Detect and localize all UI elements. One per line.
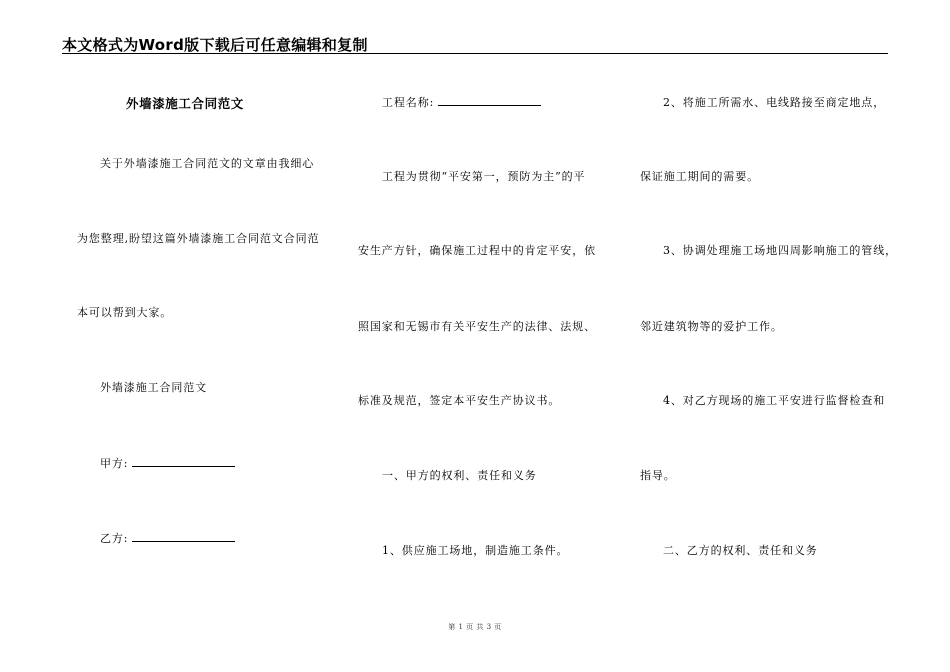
paragraph-line: 1、供应施工场地，制造施工条件。 bbox=[382, 544, 569, 557]
section-heading: 二、乙方的权利、责任和义务 bbox=[663, 544, 818, 557]
banner-divider bbox=[62, 53, 888, 54]
document-banner: 本文格式为Word版下载后可任意编辑和复制 bbox=[62, 36, 368, 54]
party-b-field bbox=[100, 530, 235, 546]
paragraph-line: 邻近建筑物等的爱护工作。 bbox=[640, 320, 783, 333]
section-heading: 外墙漆施工合同范文 bbox=[100, 381, 208, 394]
paragraph-line: 工程为贯彻“平安第一，预防为主”的平 bbox=[382, 170, 586, 183]
party-b-label: 乙方: bbox=[100, 532, 129, 545]
paragraph-line: 为您整理,盼望这篇外墙漆施工合同范文合同范 bbox=[77, 232, 320, 245]
party-a-field bbox=[100, 455, 235, 471]
party-b-blank bbox=[132, 540, 235, 542]
paragraph-line: 3、协调处理施工场地四周影响施工的管线， bbox=[663, 244, 897, 257]
document-title: 外墙漆施工合同范文 bbox=[126, 96, 244, 111]
page-number: 第 1 页 共 3 页 bbox=[448, 623, 502, 631]
paragraph-line: 照国家和无锡市有关平安生产的法律、法规、 bbox=[358, 320, 596, 333]
section-heading: 一、甲方的权利、责任和义务 bbox=[382, 469, 537, 482]
paragraph-line: 标准及规范，签定本平安生产协议书。 bbox=[358, 394, 561, 407]
project-name-field bbox=[382, 94, 541, 110]
party-a-blank bbox=[132, 465, 235, 467]
paragraph-line: 4、对乙方现场的施工平安进行监督检查和 bbox=[663, 394, 886, 407]
project-name-label: 工程名称: bbox=[382, 96, 435, 109]
paragraph-line: 保证施工期间的需要。 bbox=[640, 170, 759, 183]
paragraph-line: 关于外墙漆施工合同范文的文章由我细心 bbox=[100, 157, 315, 170]
project-name-blank bbox=[438, 104, 541, 106]
party-a-label: 甲方: bbox=[100, 457, 129, 470]
paragraph-line: 安生产方针，确保施工过程中的肯定平安，依 bbox=[358, 244, 596, 257]
paragraph-line: 2、将施工所需水、电线路接至商定地点， bbox=[663, 96, 886, 109]
paragraph-line: 指导。 bbox=[640, 469, 676, 482]
paragraph-line: 本可以帮到大家。 bbox=[77, 306, 173, 319]
